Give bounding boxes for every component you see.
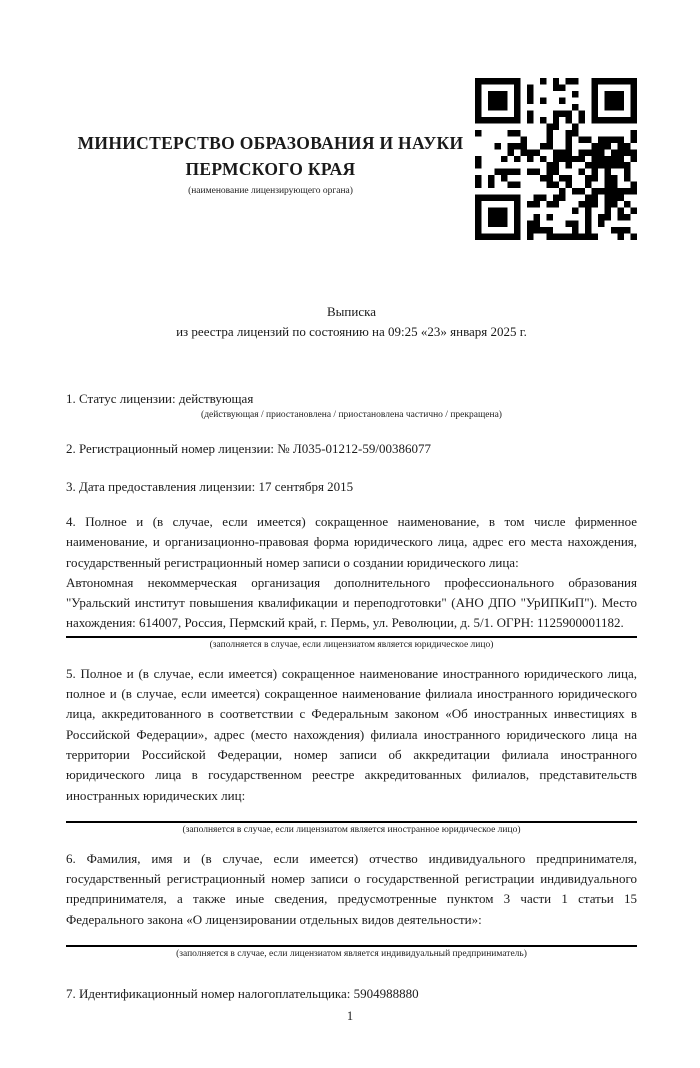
- item-4-value: Автономная некоммерческая организация дополнительного профессионального образования "Уральский институт повышения квалификации и переподготовки" (АНО ДПО "УрИПКиП"). Место нахождения: 614007, Россия, Пермский край, г. Пермь, ул. Революции, д. 5/1. ОГРН: 1125900001182.: [66, 574, 637, 631]
- licensing-authority-block: [66, 78, 475, 197]
- item-6-underline: [66, 945, 637, 947]
- item-1-text: 1. Статус лицензии: действующая: [66, 391, 254, 406]
- item-5-caption: (заполняется в случае, если лицензиатом является иностранное юридическое лицо): [182, 824, 521, 835]
- item-4-caption: (заполняется в случае, если лицензиатом является юридическое лицо): [209, 639, 494, 650]
- ministry-caption: (наименование лицензирующего органа): [188, 186, 353, 196]
- item-2-text: 2. Регистрационный номер лицензии: № Л035-01212-59/00386077: [66, 441, 432, 456]
- item-1-license-status: [66, 389, 637, 422]
- ministry-name-line1: МИНИСТЕРСТВО ОБРАЗОВАНИЯ И НАУКИ: [77, 133, 464, 153]
- qr-code-image: [475, 78, 637, 240]
- document-title: [66, 302, 637, 342]
- page-number: 1: [346, 1009, 354, 1023]
- qr-code: [475, 78, 637, 240]
- item-7-taxpayer-number: [66, 984, 637, 1004]
- item-3-grant-date: [66, 477, 637, 497]
- item-6-text: 6. Фамилия, имя и (в случае, если имеется) отчество индивидуального предпринимателя, государственный регистрационный номер записи о государственной регистрации индивидуального предпринимателя, а также иные сведения, предусмотренные пунктом 3 части 1 статьи 15 Федерального закона «О лицензировании отдельных видов деятельности»:: [66, 850, 637, 927]
- item-1-caption: (действующая / приостановлена / приостановлена частично / прекращена): [201, 410, 502, 420]
- item-5-value: [66, 806, 637, 819]
- item-4-underline: [66, 636, 637, 638]
- item-6-caption: (заполняется в случае, если лицензиатом является индивидуальный предприниматель): [176, 949, 527, 960]
- item-3-text: 3. Дата предоставления лицензии: 17 сентября 2015: [66, 479, 354, 494]
- item-7-text: 7. Идентификационный номер налогоплательщика: 5904988880: [66, 986, 419, 1002]
- item-5-foreign-entity: [66, 664, 637, 837]
- ministry-name-line2: ПЕРМСКОГО КРАЯ: [185, 159, 356, 179]
- item-4-legal-entity: [66, 512, 637, 652]
- item-2-registration-number: [66, 439, 637, 459]
- item-5-text: 5. Полное и (в случае, если имеется) сокращенное наименование иностранного юридического лица, полное и (в случае, если имеется) сокращенное наименование филиала иностранного юридического лица, аккредитованного в соответствии с Федеральным законом «Об иностранных инвестициях в Российской Федерации», адрес (место нахождения) филиала иностранного юридического лица на территории Российской Федерации, номер записи об аккредитации филиала иностранного юридического лица в государственном реестре аккредитованных филиалов, представительств иностранных юридических лиц:: [66, 665, 637, 803]
- document-title-line2: из реестра лицензий по состоянию на 09:25 «23» января 2025 г.: [176, 324, 527, 339]
- document-title-line1: Выписка: [327, 304, 376, 319]
- document-header: [66, 78, 637, 240]
- item-6-value: [66, 930, 637, 943]
- item-4-text: 4. Полное и (в случае, если имеется) сокращенное наименование, в том числе фирменное наименование, и организационно-правовая форма юридического лица, адрес его места нахождения, государственный регистрационный номер записи о создании юридического лица:: [66, 514, 637, 570]
- item-6-individual-entrepreneur: [66, 849, 637, 961]
- license-extract-page: [0, 78, 700, 1068]
- item-5-underline: [66, 821, 637, 823]
